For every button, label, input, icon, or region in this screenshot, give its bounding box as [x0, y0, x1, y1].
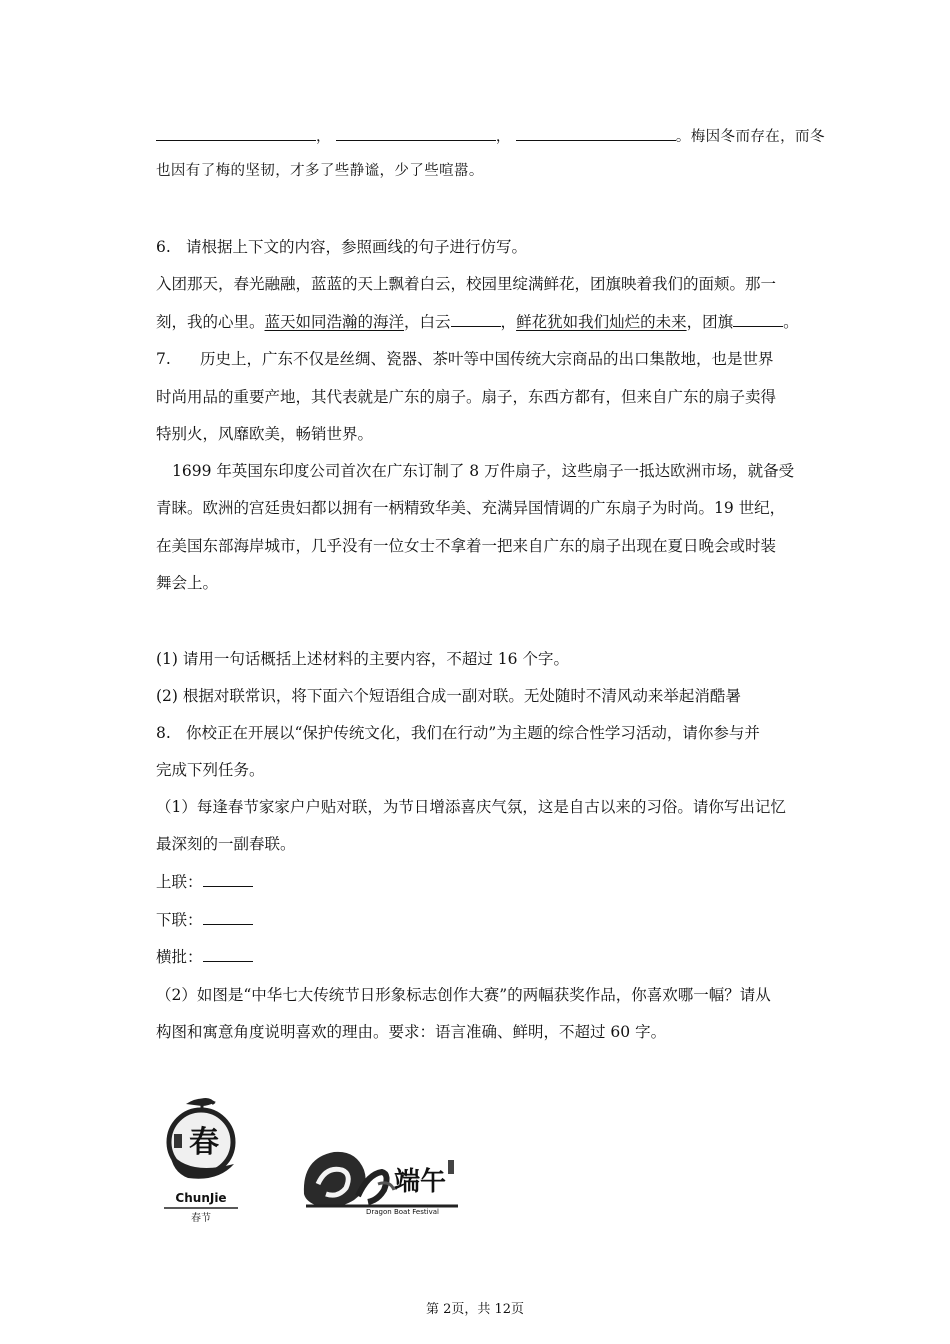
answer-blank — [203, 910, 253, 925]
q7-line-3: 特别火，风靡欧美，畅销世界。 — [156, 425, 374, 443]
q7-sub-2: (2) 根据对联常识，将下面六个短语组合成一副对联。无处随时不清风动来举起消酷暑 — [156, 687, 741, 705]
q6-text: ，团旗 — [686, 313, 734, 331]
answer-blank — [156, 126, 316, 141]
q8-sub2-line-1: （2）如图是“中华七大传统节日形象标志创作大赛”的两幅获奖作品，你喜欢哪一幅？请从 — [156, 986, 771, 1004]
underlined-sentence: 蓝天如同浩瀚的海洋 — [264, 313, 405, 331]
answer-blank — [451, 312, 501, 327]
q7-sub-1: (1) 请用一句话概括上述材料的主要内容，不超过 16 个字。 — [156, 650, 569, 668]
q6-prompt-text: 请根据上下文的内容，参照画线的句子进行仿写。 — [186, 238, 528, 256]
horizontal-scroll — [156, 947, 828, 967]
dragon-boat-logo-art — [298, 1144, 464, 1216]
q8-number: 8. — [156, 724, 171, 742]
q7-line-7: 舞会上。 — [156, 574, 219, 592]
upper-couplet-label: 上联： — [156, 873, 203, 891]
q6-text: 刻，我的心里。 — [156, 313, 265, 331]
spring-festival-logo — [158, 1094, 244, 1224]
chunjie-char: 春 — [189, 1125, 219, 1160]
horizontal-scroll-label: 横批： — [156, 948, 203, 966]
duanwu-en: Dragon Boat Festival — [366, 1208, 439, 1216]
q6-text: ， — [500, 313, 517, 331]
q6-prompt — [156, 237, 828, 257]
answer-blank — [336, 126, 496, 141]
q6-text: ，白云 — [404, 313, 451, 331]
q7-line-6: 在美国东部海岸城市，几乎没有一位女士不拿着一把来自广东的扇子出现在夏日晚会或时装 — [156, 537, 777, 555]
lower-couplet — [156, 910, 828, 930]
q6-number: 6. — [156, 238, 171, 256]
answer-blank — [733, 312, 783, 327]
duanwu-char: 端午 — [393, 1167, 447, 1197]
dragon-boat-logo — [298, 1144, 464, 1216]
upper-couplet — [156, 872, 828, 892]
q8-sub1-line-2: 最深刻的一副春联。 — [156, 835, 296, 853]
q7-text: 历史上，广东不仅是丝绸、瓷器、茶叶等中国传统大宗商品的出口集散地，也是世界 — [200, 350, 774, 368]
q6-paragraph-2 — [156, 312, 828, 332]
q8-sub2-line-2: 构图和寓意角度说明喜欢的理由。要求：语言准确、鲜明，不超过 60 字。 — [156, 1023, 667, 1041]
q7-line-4: 1699 年英国东印度公司首次在广东订制了 8 万件扇子，这些扇子一抵达欧洲市场，就备受 — [172, 462, 795, 480]
q8-line-1 — [156, 723, 828, 743]
chunjie-cn: 春节 — [191, 1213, 211, 1224]
q8-text: 你校正在开展以“保护传统文化，我们在行动”为主题的综合性学习活动，请你参与并 — [186, 724, 760, 742]
page-footer: 第 2页，共 12页 — [425, 1302, 525, 1317]
chunjie-en: ChunJie — [175, 1191, 227, 1205]
q7-line-1 — [156, 349, 828, 369]
fragment-line-2: 也因有了梅的坚韧，才多了些静谧，少了些喧嚣。 — [156, 163, 484, 179]
underlined-sentence: 鲜花犹如我们灿烂的未来 — [516, 313, 687, 331]
lower-couplet-label: 下联： — [156, 911, 203, 929]
answer-blank — [203, 872, 253, 887]
answer-blank — [516, 126, 676, 141]
fragment-line-1: ， ， 。梅因冬而存在，而冬 — [156, 126, 828, 147]
q7-number: 7. — [156, 350, 171, 368]
q6-paragraph-1: 入团那天，春光融融，蓝蓝的天上飘着白云，校园里绽满鲜花，团旗映着我们的面颊。那一 — [156, 275, 777, 293]
q7-line-2: 时尚用品的重要产地，其代表就是广东的扇子。扇子，东西方都有，但来自广东的扇子卖得 — [156, 388, 777, 406]
q6-text: 。 — [783, 313, 799, 331]
answer-blank — [203, 947, 253, 962]
q7-line-5: 青睐。欧洲的宫廷贵妇都以拥有一柄精致华美、充满异国情调的广东扇子为时尚。19 世纪， — [156, 499, 786, 517]
q8-sub1-line-1: （1）每逢春节家家户户贴对联，为节日增添喜庆气氛，这是自古以来的习俗。请你写出记忆 — [156, 798, 786, 816]
fragment-text: 。梅因冬而存在，而冬 — [675, 129, 825, 145]
spring-festival-logo-art — [158, 1094, 244, 1224]
q8-line-2: 完成下列任务。 — [156, 761, 265, 779]
